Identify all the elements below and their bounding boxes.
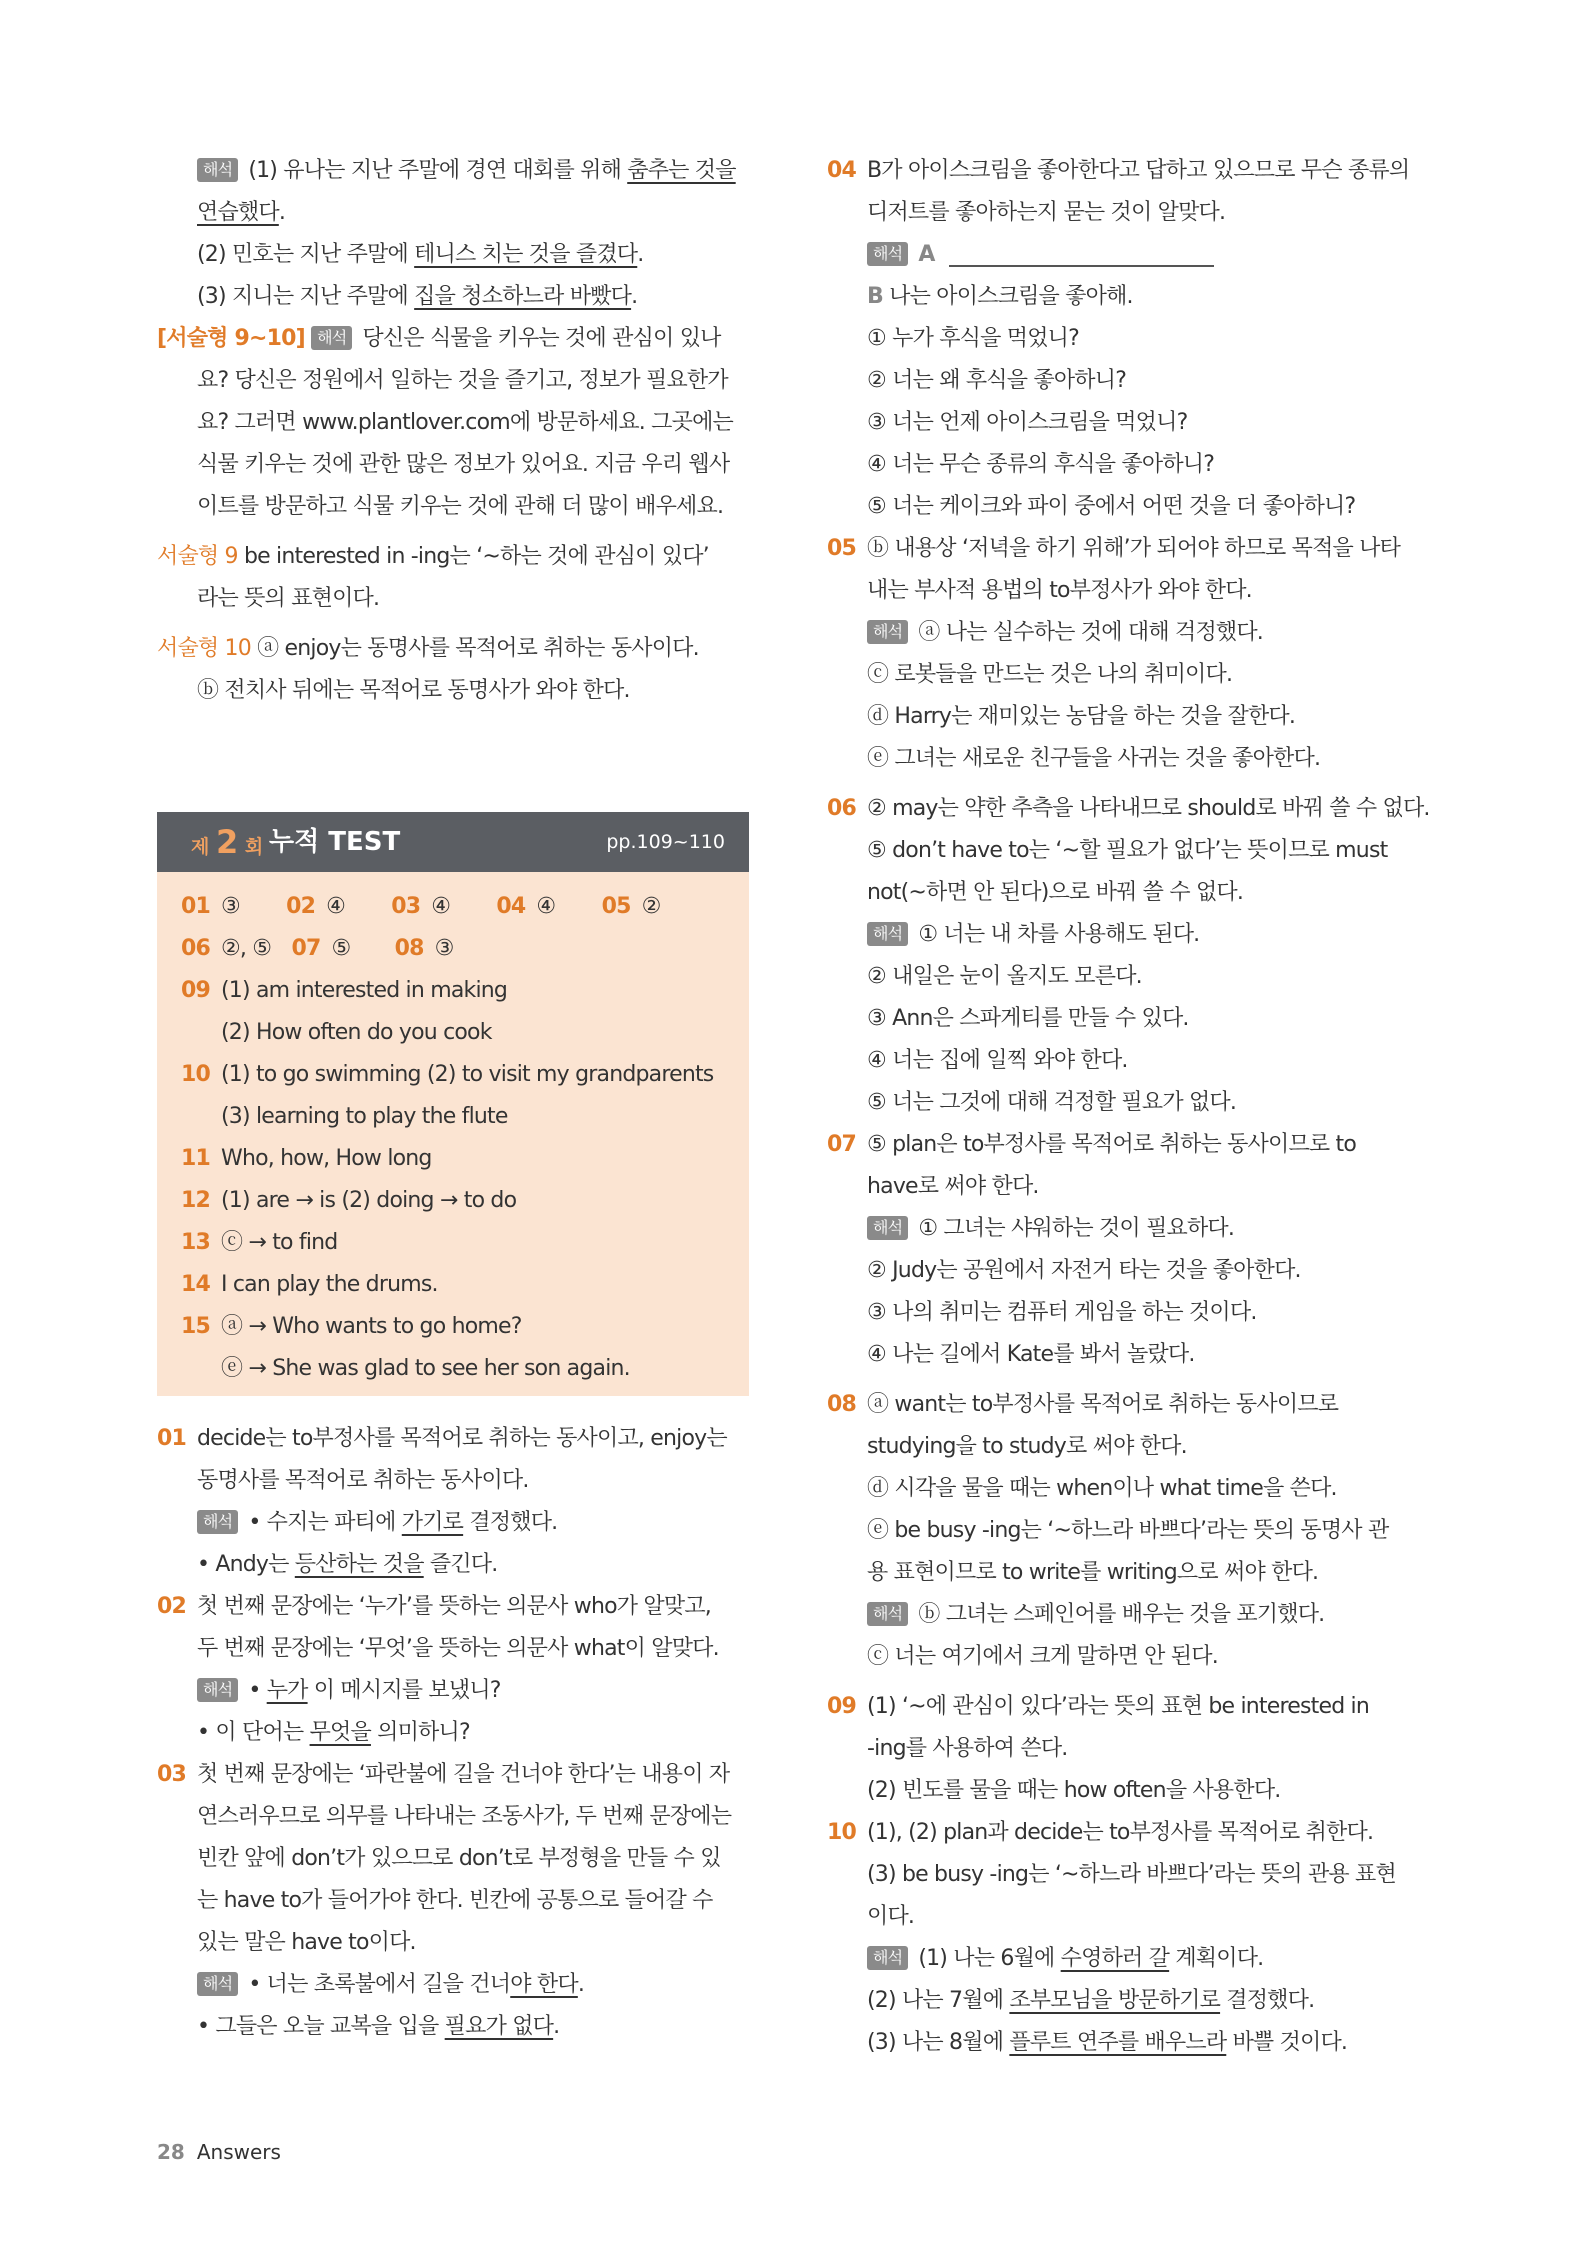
answer-row [181, 928, 749, 970]
explanation-05: 05 ⓑ 내용상 ‘저녁을 하기 위해’가 되어야 하므로 목적을 나타 [827, 536, 1401, 561]
translation-line: (2) 민호는 지난 주말에 테니스 치는 것을 즐겼다. [197, 242, 644, 267]
answer-item: 01 ③ [181, 894, 240, 919]
seosul-910-label: [서술형 9~10] [157, 326, 305, 351]
right-column: 04 B가 아이스크림을 좋아한다고 답하고 있으므로 무슨 종류의 디저트를 좋아하는지 묻는 것이 알맞다. 해석 A B 나는 아이스크림을 좋아해. ① 누가 후식을 먹었니? ② 너는 왜 후식을 좋아하니? ③ 너는 언제 아이스크림을 먹었니? ④ 너는 무슨 종류의 후식을 좋아하니? ⑤ 너는 케이크와 파이 중에서 어떤 것을 더 좋아하니? 05 ⓑ 내용상 ‘저녁을 하기 위해’가 되어야 하므로 목적을 나타 내는 부사적 용법의 to부정사가 와야 한다. 해석 ⓐ 나는 실수하는 것에 대해 걱정했다. ⓒ 로봇들을 만드는 것은 나의 취미이다. ⓓ Harry는 재미있는 농담을 하는 것을 잘한다. ⓔ 그녀는 새로운 친구들을 사귀는 것을 좋아한다. 06 ② may는 약한 추측을 나타내므로 should로 바꿔 쓸 수 없다. ⑤ don’t have to는 ‘~할 필요가 없다’는 뜻이므로 must not(~하면 안 된다)으로 바꿔 쓸 수 없다. 해석 ① 너는 내 차를 사용해도 된다. ② 내일은 눈이 올지도 모른다. ③ Ann은 스파게티를 만들 수 있다. ④ 너는 집에 일찍 와야 한다. ⑤ 너는 그것에 대해 걱정할 필요가 없다. 07 ⑤ plan은 to부정사를 목적어로 취하는 동사이므로 to have로 써야 한다. 해석 ① 그녀는 샤워하는 것이 필요하다. ② Judy는 공원에서 자전거 타는 것을 좋아한다. ③ 나의 취미는 컴퓨터 게임을 하는 것이다. ④ 나는 길에서 Kate를 봐서 놀랐다. 08 ⓐ want는 to부정사를 목적어로 취하는 동사이므로 studying을 to study로 써야 한다. ⓓ 시각을 물을 때는 when이나 what time을 쓴다. ⓔ be busy -ing는 ‘~하느라 바쁘다’라는 뜻의 동명사 관 용 표현이므로 to write를 writing으로 써야 한다. 해석 ⓑ 그녀는 스페인어를 배우는 것을 포기했다. ⓒ 너는 여기에서 크게 말하면 안 된다. 09 (1) ‘~에 관심이 있다’라는 뜻의 표현 be interested in -ing를 사용하여 쓴다. (2) 빈도를 물을 때는 how often을 사용한다. 10 (1), (2) plan과 decide는 to부정사를 목적어로 취한다. (3) be busy -ing는 ‘~하느라 바쁘다’라는 뜻의 관용 표현 이다. 해석 (1) 나는 6월에 수영하러 갈 계획이다. (2) 나는 7월에 조부모님을 방문하기로 결정했다. (3) 나는 8월에 플루트 연주를 배우느라 바쁠 것이다. [827, 150, 1417, 2064]
explanation-01: 01 decide는 to부정사를 목적어로 취하는 동사이고, enjoy는 [157, 1426, 727, 1451]
answer-item: 04 ④ [496, 894, 556, 919]
seosul-910-line: 요? 그러면 www.plantlover.com에 방문하세요. 그곳에는 [197, 410, 733, 435]
test-round: 제 2 회 [191, 823, 264, 861]
answer-item: 12 (1) are → is (2) doing → to do [181, 1188, 517, 1213]
translation-line: 연습했다. [197, 200, 286, 225]
test-answers [157, 872, 749, 1396]
answer-row [181, 886, 749, 928]
seosul-10-line: ⓑ 전치사 뒤에는 목적어로 동명사가 와야 한다. [197, 678, 630, 703]
seosul-910-line: [서술형 9~10] 해석 당신은 식물을 키우는 것에 관심이 있나 [157, 326, 721, 351]
answer-line: ⓔ → She was glad to see her son again. [221, 1356, 630, 1381]
translation-tag: 해석 [867, 242, 908, 266]
answer-item: 15 ⓐ → Who wants to go home? [181, 1314, 522, 1339]
left-column [157, 150, 747, 712]
page-number: 28 [157, 2140, 185, 2164]
translation-tag: 해석 [867, 1216, 908, 1240]
cumulative-test-box [157, 812, 749, 1396]
answer-item: 06 ②, ⑤ [181, 936, 272, 961]
translation-tag: 해석 [197, 1510, 238, 1534]
explanation-09: 09 (1) ‘~에 관심이 있다’라는 뜻의 표현 be interested in [827, 1694, 1370, 1719]
answer-item: 14 I can play the drums. [181, 1272, 438, 1297]
answer-item: 09 (1) am interested in making [181, 978, 508, 1003]
answer-line: (2) How often do you cook [221, 1020, 492, 1045]
seosul-10-label: 서술형 10 [157, 636, 251, 661]
explanation-02: 02 첫 번째 문장에는 ‘누가’를 뜻하는 의문사 who가 알맞고, [157, 1594, 711, 1619]
footer-label: Answers [196, 2140, 281, 2164]
explanation-03: 03 첫 번째 문장에는 ‘파란불에 길을 건너야 한다’는 내용이 자 [157, 1762, 730, 1787]
explanation-10: 10 (1), (2) plan과 decide는 to부정사를 목적어로 취한다. [827, 1820, 1374, 1845]
translation-tag: 해석 [197, 1678, 238, 1702]
answer-blank [949, 239, 1214, 267]
seosul-910-line: 요? 당신은 정원에서 일하는 것을 즐기고, 정보가 필요한가 [197, 368, 728, 393]
test-header [157, 812, 749, 872]
answer-item: 10 (1) to go swimming (2) to visit my grandparents [181, 1062, 714, 1087]
answer-item: 03 ④ [391, 894, 451, 919]
answer-item: 13 ⓒ → to find [181, 1230, 338, 1255]
explanation-08: 08 ⓐ want는 to부정사를 목적어로 취하는 동사이므로 [827, 1392, 1339, 1417]
translation-line: 해석 (1) 유나는 지난 주말에 경연 대회를 위해 춤추는 것을 [157, 150, 747, 192]
seosul-910-line: 이트를 방문하고 식물 키우는 것에 관해 더 많이 배우세요. [197, 494, 724, 519]
seosul-10-line: 서술형 10 ⓐ enjoy는 동명사를 목적어로 취하는 동사이다. [157, 636, 699, 661]
answer-item: 02 ④ [286, 894, 346, 919]
answer-item: 07 ⑤ [291, 936, 351, 961]
test-pages: pp.109~110 [606, 831, 725, 853]
seosul-910-line: 식물 키우는 것에 관한 많은 정보가 있어요. 지금 우리 웹사 [197, 452, 730, 477]
left-explanations: 01 decide는 to부정사를 목적어로 취하는 동사이고, enjoy는 동명사를 목적어로 취하는 동사이다. 해석 • 수지는 파티에 가기로 결정했다. • Andy는 등산하는 것을 즐긴다. 02 첫 번째 문장에는 ‘누가’를 뜻하는 의문사 who가 알맞고, 두 번째 문장에는 ‘무엇’을 뜻하는 의문사 what이 알맞다. 해석 • 누가 이 메시지를 보냈니? • 이 단어는 무엇을 의미하니? 03 첫 번째 문장에는 ‘파란불에 길을 건너야 한다’는 내용이 자 연스러우므로 의무를 나타내는 조동사가, 두 번째 문장에는 빈칸 앞에 don’t가 있으므로 don’t로 부정형을 만들 수 있 는 have to가 들어가야 한다. 빈칸에 공통으로 들어갈 수 있는 말은 have to이다. 해석 • 너는 초록불에서 길을 건너야 한다. • 그들은 오늘 교복을 입을 필요가 없다. [157, 1418, 747, 2048]
translation-tag: 해석 [867, 1946, 908, 1970]
seosul-9-line: 서술형 9 be interested in -ing는 ‘~하는 것에 관심이 있다’ [157, 544, 709, 569]
translation-line: (3) 지니는 지난 주말에 집을 청소하느라 바빴다. [197, 284, 638, 309]
explanation-04: 04 B가 아이스크림을 좋아한다고 답하고 있으므로 무슨 종류의 [827, 158, 1410, 183]
seosul-9-label: 서술형 9 [157, 544, 238, 569]
seosul-9-line: 라는 뜻의 표현이다. [197, 586, 380, 611]
translation-tag: 해석 [867, 620, 908, 644]
translation-tag: 해석 [311, 326, 352, 350]
translation-tag: 해석 [867, 1602, 908, 1626]
answer-item: 05 ② [601, 894, 661, 919]
answer-line: (3) learning to play the flute [221, 1104, 508, 1129]
translation-tag: 해석 [197, 158, 238, 182]
test-title: 누적 TEST [269, 827, 401, 857]
answer-item: 11 Who, how, How long [181, 1146, 432, 1171]
answer-item: 08 ③ [394, 936, 454, 961]
page-footer [157, 2140, 281, 2164]
explanation-06: 06 ② may는 약한 추측을 나타내므로 should로 바꿔 쓸 수 없다. [827, 796, 1430, 821]
translation-tag: 해석 [867, 922, 908, 946]
explanation-07: 07 ⑤ plan은 to부정사를 목적어로 취하는 동사이므로 to [827, 1132, 1357, 1157]
translation-tag: 해석 [197, 1972, 238, 1996]
